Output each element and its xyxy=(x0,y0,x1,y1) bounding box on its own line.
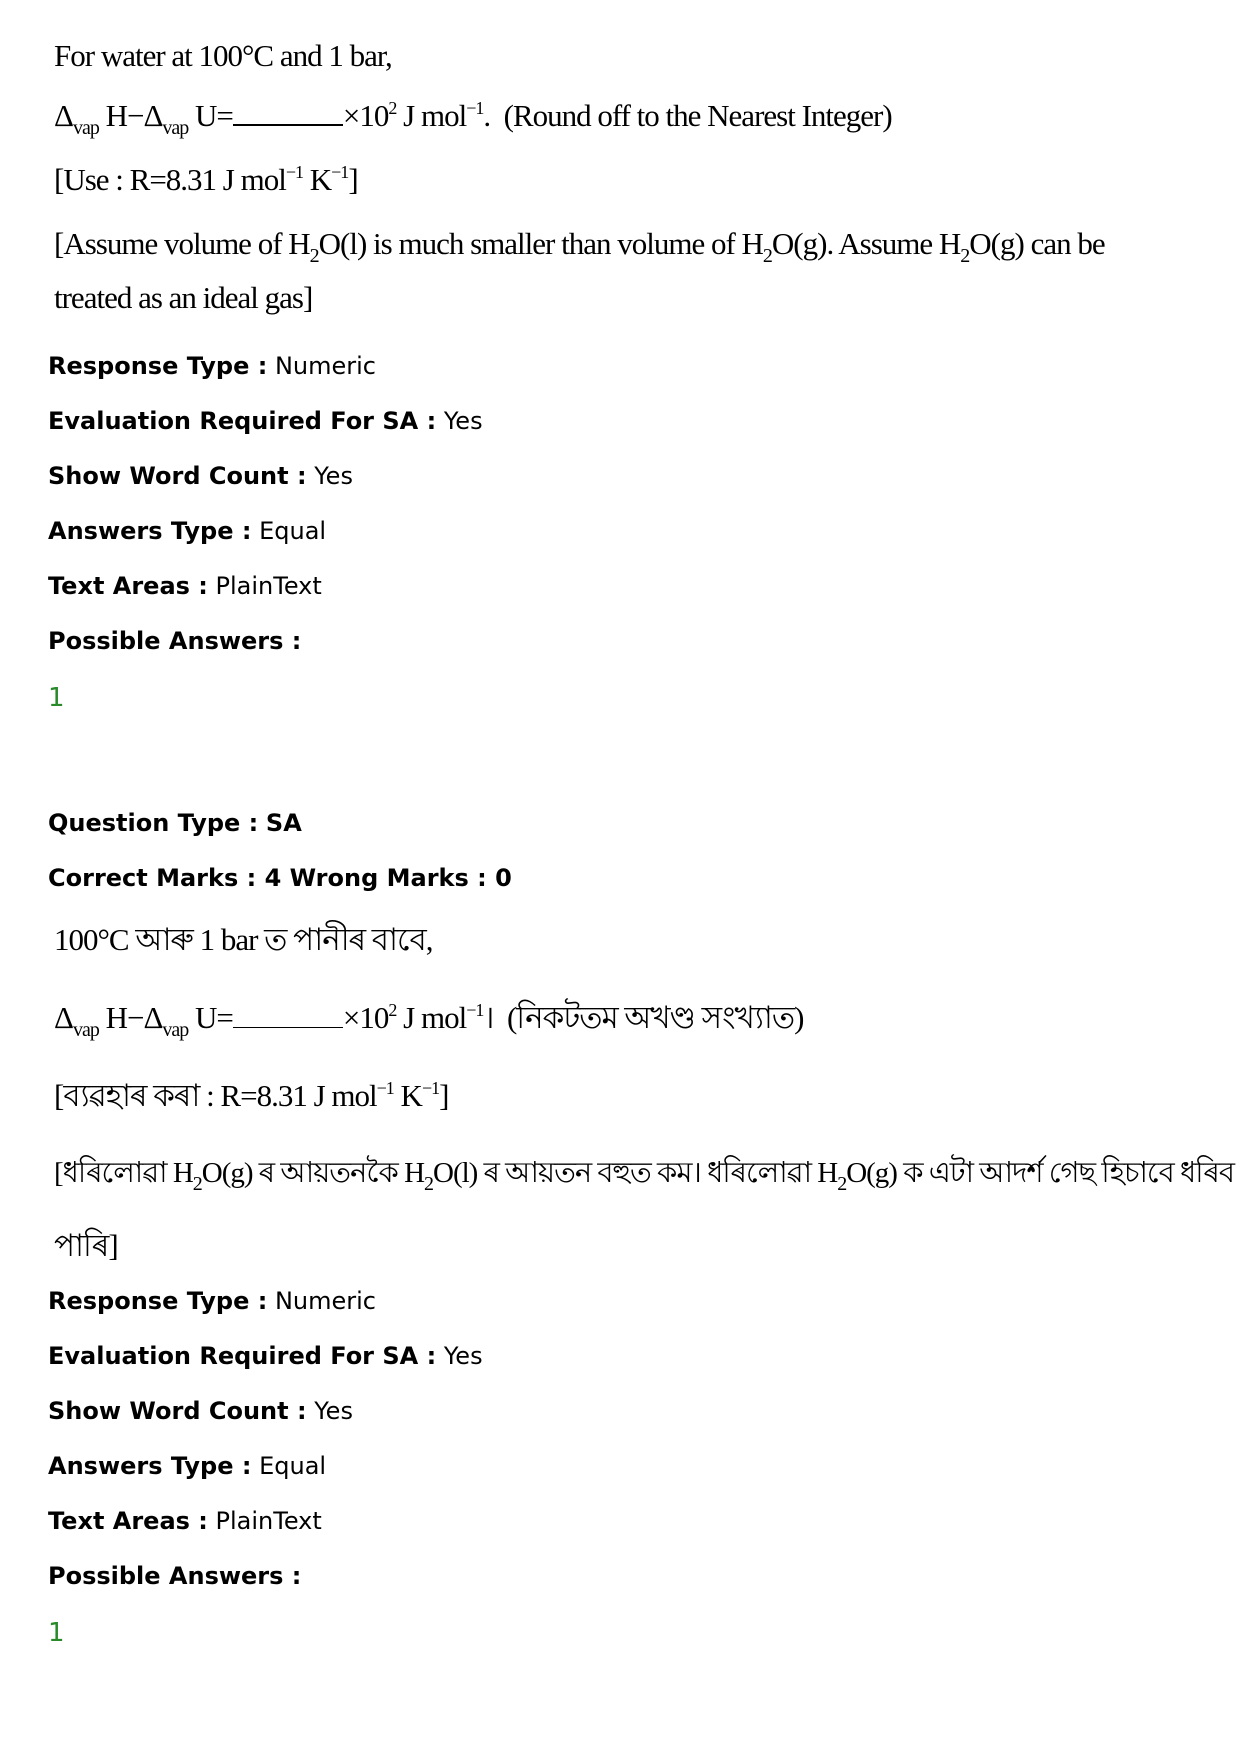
q2-show-word-count: Show Word Count : Yes xyxy=(48,1397,353,1425)
q1-answers-type: Answers Type : Equal xyxy=(48,517,327,545)
q1-intro-line: For water at 100°C and 1 bar, xyxy=(54,38,392,73)
q2-intro-line: 100°C আৰু 1 bar ত পানীৰ বাবে, xyxy=(54,922,433,957)
q2-marks: Correct Marks : 4 Wrong Marks : 0 xyxy=(48,864,512,892)
q2-assume-line-2: পাৰি] xyxy=(54,1228,118,1263)
q1-assume-line-2: treated as an ideal gas] xyxy=(54,280,313,315)
q2-evaluation-required: Evaluation Required For SA : Yes xyxy=(48,1342,483,1370)
q2-question-type: Question Type : SA xyxy=(48,809,302,837)
q2-possible-answers: Possible Answers : xyxy=(48,1562,302,1590)
q1-possible-answers: Possible Answers : xyxy=(48,627,302,655)
answer-blank xyxy=(233,1003,343,1028)
q2-response-type: Response Type : Numeric xyxy=(48,1287,376,1315)
q2-answer-value: 1 xyxy=(48,1618,65,1648)
q1-answer-value: 1 xyxy=(48,683,65,713)
q1-evaluation-required: Evaluation Required For SA : Yes xyxy=(48,407,483,435)
q1-assume-line-1: [Assume volume of $H_2O(l)$ is much smaller than volume of $H_2O(g)$. Assume $H_2O(g)$ can be xyxy=(54,226,1105,267)
q2-equation: $\Delta_{vap}$ $H-\Delta_{vap}$ $U= \times 10^2$ J mol$^{-1}$। (নিকটতম অখণ্ড সংখ্যাত) xyxy=(54,1000,804,1041)
q1-response-type: Response Type : Numeric xyxy=(48,352,376,380)
q1-equation: $\Delta_{vap}$ $H-\Delta_{vap}$ $U= \times 10^2$ J mol$^{-1}$. (Round off to the Nearest Integer) xyxy=(54,98,892,139)
q2-use-line: [ব্যৱহাৰ কৰা : R=8.31 J mol$^{-1}$ $K^{-1}$] xyxy=(54,1078,449,1113)
q2-answers-type: Answers Type : Equal xyxy=(48,1452,327,1480)
q1-text-areas: Text Areas : PlainText xyxy=(48,572,322,600)
q2-text-areas: Text Areas : PlainText xyxy=(48,1507,322,1535)
q1-show-word-count: Show Word Count : Yes xyxy=(48,462,353,490)
q1-use-line: [Use : R=8.31 J mol$^{-1}$ $K^{-1}$] xyxy=(54,162,358,197)
q2-assume-line-1: [ধৰিলোৱা $H_2O(g)$ ৰ আয়তনকৈ $H_2O(l)$ ৰ আয়তন বহুত কম। ধৰিলোৱা $H_2O(g)$ ক এটা আদর্শ গেছ হিচাবে ধৰিব xyxy=(54,1157,1234,1195)
answer-blank xyxy=(233,100,343,126)
